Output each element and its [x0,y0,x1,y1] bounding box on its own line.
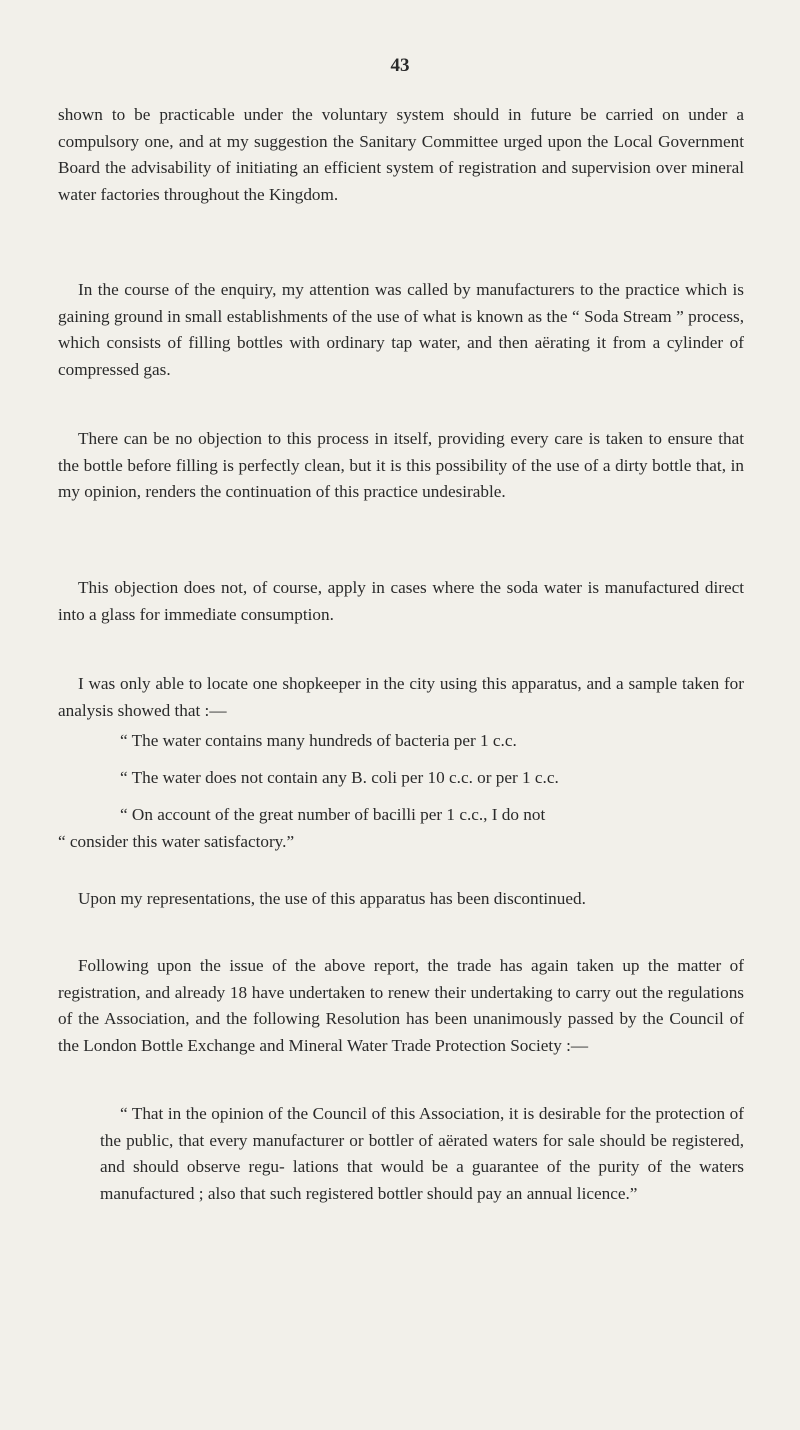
quote-bacilli-line2: “ consider this water satisfactory.” [58,832,295,851]
quote-bacilli-line1: “ On account of the great number of bacilli per 1 c.c., I do not [120,805,546,824]
paragraph-resolution: Following upon the issue of the above report, the trade has again taken up the matter of registration, and already 18 have undertaken to renew their undertaking to carry out the regulations of the Association, and the following Resolution has been unanimously passed by the Council of the London Bottle Exchange and Mineral Water Trade Protection Society :— [58,956,744,1055]
paragraph-registration: shown to be practicable under the voluntary system should in future be carried on under a compulsory one, and at my suggestion the Sanitary Committee urged upon the Local Government Board the advisability of initiating an efficient system of registration and supervision over mineral water factories throughout the Kingdom. [58,105,744,204]
paragraph-sample: I was only able to locate one shopkeeper in the city using this apparatus, and a sample taken for analysis showed that :— [58,674,744,720]
paragraph-soda-stream: In the course of the enquiry, my attention was called by manufacturers to the practice which is gaining ground in small establishments of the use of what is known as the “ Soda Stream ” process, which consists of filling bottles with ordinary tap water, and then aërating it from a cylinder of compressed gas. [58,280,744,379]
quote-bacteria: “ The water contains many hundreds of bacteria per 1 c.c. [120,731,517,750]
quote-resolution: “ That in the opinion of the Council of this Association, it is desirable for the protection of the public, that every manufacturer or bottler of aërated waters for sale should be registered, and should observe regu- lations that would be a guarantee of the purity of the waters manufactured ; also that such registered bottler should pay an annual licence.” [100,1104,744,1203]
paragraph-discontinued: Upon my representations, the use of this apparatus has been discontinued. [78,889,586,908]
quote-b-coli: “ The water does not contain any B. coli per 10 c.c. or per 1 c.c. [120,768,559,787]
paragraph-glass-exception: This objection does not, of course, apply in cases where the soda water is manufactured direct into a glass for immediate consumption. [58,578,744,624]
paragraph-objection: There can be no objection to this process in itself, providing every care is taken to ensure that the bottle before filling is perfectly clean, but it is this possibility of the use of a dirty bottle that, in my opinion, renders the continuation of this practice undesirable. [58,429,744,502]
page-number: 43 [390,55,410,76]
